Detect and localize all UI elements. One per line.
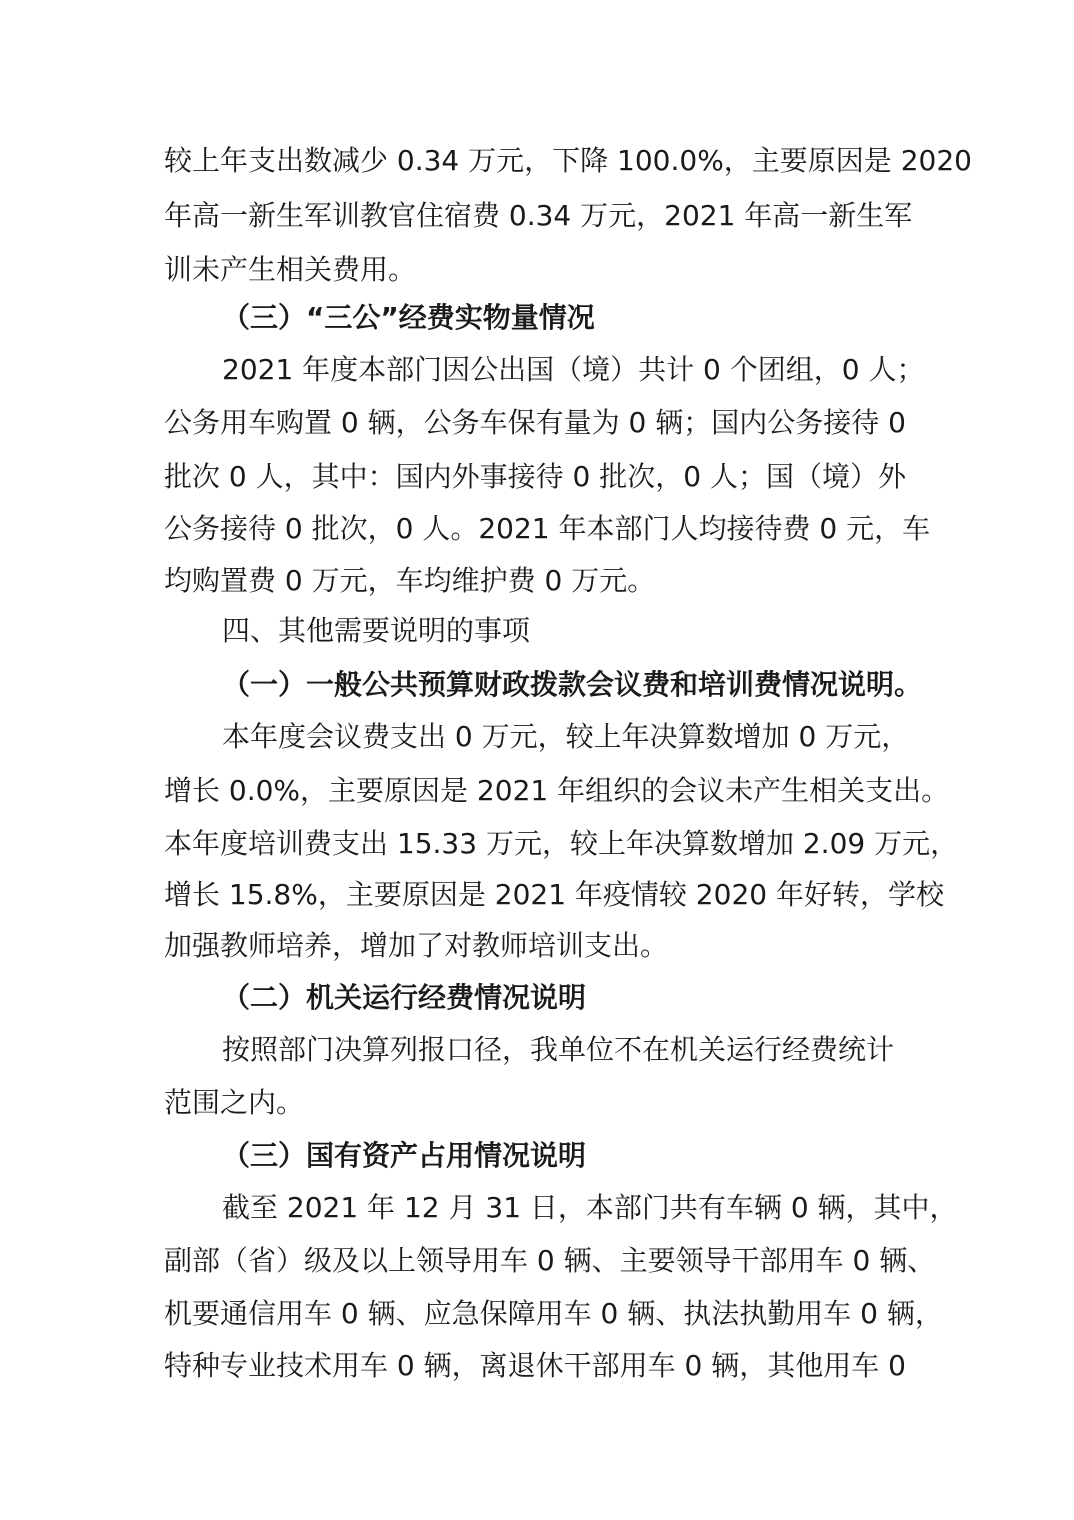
paragraph-line: 训未产生相关费用。 [164,253,417,286]
section-heading: （一）一般公共预算财政拨款会议费和培训费情况说明。 [222,668,923,701]
paragraph-line: 较上年支出数减少 0.34 万元，下降 100.0%，主要原因是 2020 [164,144,972,177]
paragraph-line: 批次 0 人，其中：国内外事接待 0 批次，0 人；国（境）外 [164,460,906,493]
paragraph-line: 增长 15.8%，主要原因是 2021 年疫情较 2020 年好转，学校 [164,878,944,911]
paragraph-line: 特种专业技术用车 0 辆，离退休干部用车 0 辆，其他用车 0 [164,1349,906,1382]
paragraph-line: 年高一新生军训教官住宿费 0.34 万元，2021 年高一新生军 [164,199,913,232]
paragraph-line: 按照部门决算列报口径，我单位不在机关运行经费统计 [222,1033,895,1066]
paragraph-line: 增长 0.0%，主要原因是 2021 年组织的会议未产生相关支出。 [164,774,950,807]
paragraph-line: 2021 年度本部门因公出国（境）共计 0 个团组，0 人； [222,353,925,386]
paragraph-line: 截至 2021 年 12 月 31 日，本部门共有车辆 0 辆，其中， [222,1191,958,1224]
section-heading: （三）国有资产占用情况说明 [222,1139,587,1172]
paragraph-line: 公务接待 0 批次，0 人。2021 年本部门人均接待费 0 元，车 [164,512,931,545]
section-heading: 四、其他需要说明的事项 [222,614,531,647]
section-heading: （三）“三公”经费实物量情况 [222,301,595,334]
paragraph-line: 本年度会议费支出 0 万元，较上年决算数增加 0 万元， [222,720,910,753]
paragraph-line: 本年度培训费支出 15.33 万元，较上年决算数增加 2.09 万元， [164,827,959,860]
paragraph-line: 副部（省）级及以上领导用车 0 辆、主要领导干部用车 0 辆、 [164,1244,936,1277]
section-heading: （二）机关运行经费情况说明 [222,981,587,1014]
paragraph-line: 范围之内。 [164,1086,305,1119]
paragraph-line: 均购置费 0 万元，车均维护费 0 万元。 [164,564,656,597]
paragraph-line: 加强教师培养，增加了对教师培训支出。 [164,929,669,962]
paragraph-line: 机要通信用车 0 辆、应急保障用车 0 辆、执法执勤用车 0 辆， [164,1297,943,1330]
paragraph-line: 公务用车购置 0 辆，公务车保有量为 0 辆；国内公务接待 0 [164,406,906,439]
